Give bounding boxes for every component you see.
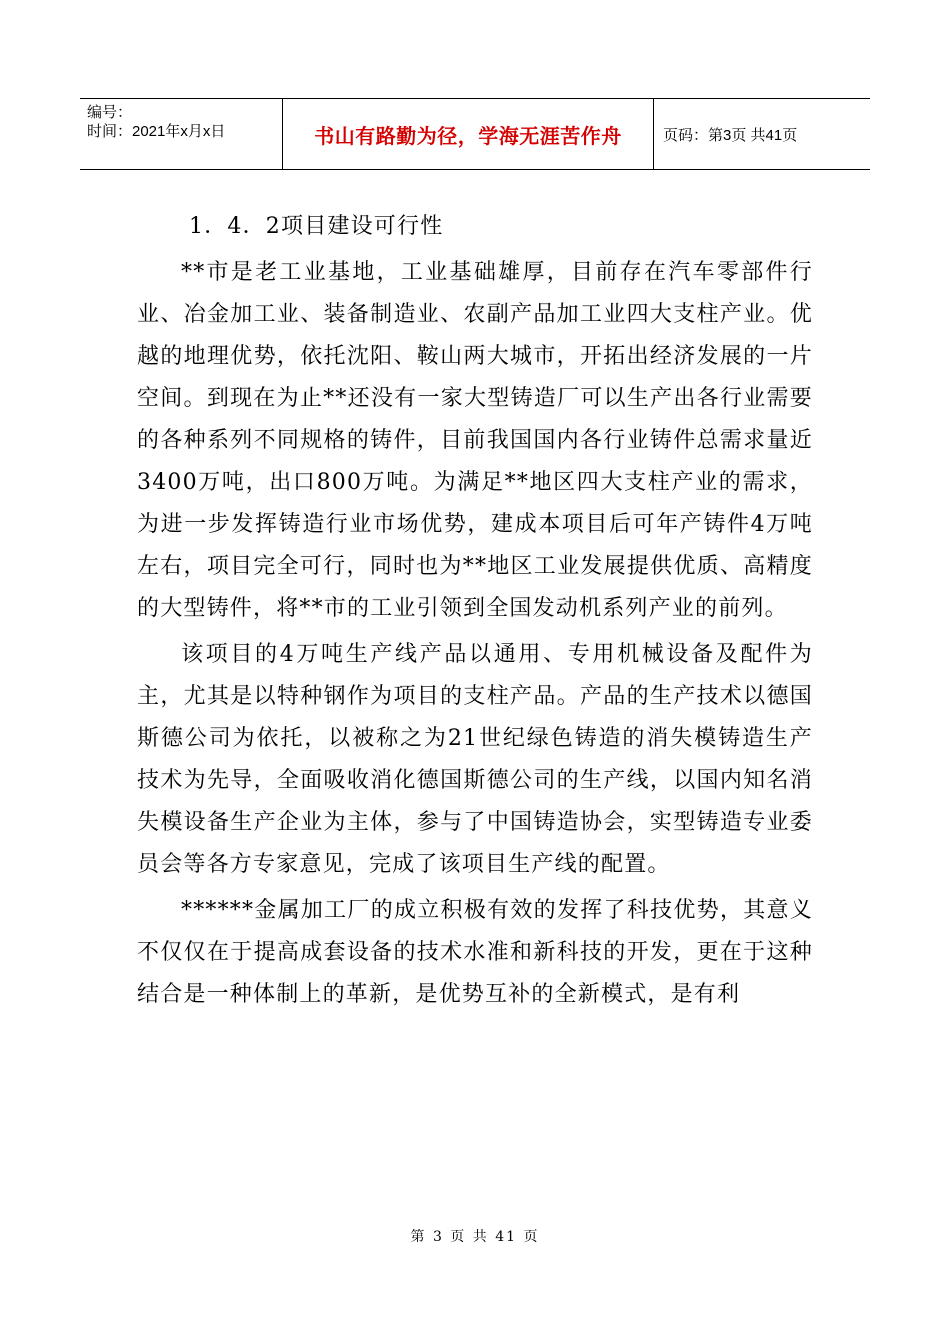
page-footer: 第 3 页 共 41 页 xyxy=(410,1229,540,1245)
section-heading: 1．4．2项目建设可行性 xyxy=(189,214,444,239)
paragraph: **市是老工业基地，工业基础雄厚，目前存在汽车零部件行业、冶金加工业、装备制造业、农副产品加工业四大支柱产业。优越的地理优势，依托沈阳、鞍山两大城市，开拓出经济发展的一片空间。到现在为止**还没有一家大型铸造厂可以生产出各行业需要的各种系列不同规格的铸件，目前我国国内各行业铸件总需求量近3400万吨，出口800万吨。为满足**地区四大支柱产业的需求，为进一步发挥铸造行业市场优势，建成本项目后可年产铸件4万吨左右，项目完全可行，同时也为**地区工业发展提供优质、高精度的大型铸件，将**市的工业引领到全国发动机系列产业的前列。 xyxy=(137,260,813,621)
header-meta-cell xyxy=(80,99,283,169)
header-motto: 书山有路勤为径，学海无涯苦作舟 xyxy=(283,99,654,169)
number-label: 编号： xyxy=(87,104,133,121)
paragraph: 该项目的4万吨生产线产品以通用、专用机械设备及配件为主，尤其是以特种钢作为项目的支柱产品。产品的生产技术以德国斯德公司为依托，以被称之为21世纪绿色铸造的消失模铸造生产技术为先导，全面吸收消化德国斯德公司的生产线，以国内知名消失模设备生产企业为主体，参与了中国铸造协会，实型铸造专业委员会等各方专家意见，完成了该项目生产线的配置。 xyxy=(137,642,813,877)
document-body xyxy=(137,206,813,1016)
paragraph: ******金属加工厂的成立积极有效的发挥了科技优势，其意义不仅仅在于提高成套设备的技术水准和新科技的开发，更在于这种结合是一种体制上的革新，是优势互补的全新模式，是有利 xyxy=(137,898,813,1007)
document-header xyxy=(80,98,870,170)
header-page-info: 页码：第3页 共41页 xyxy=(663,126,798,144)
time-label: 时间：2021年x月x日 xyxy=(87,123,226,140)
